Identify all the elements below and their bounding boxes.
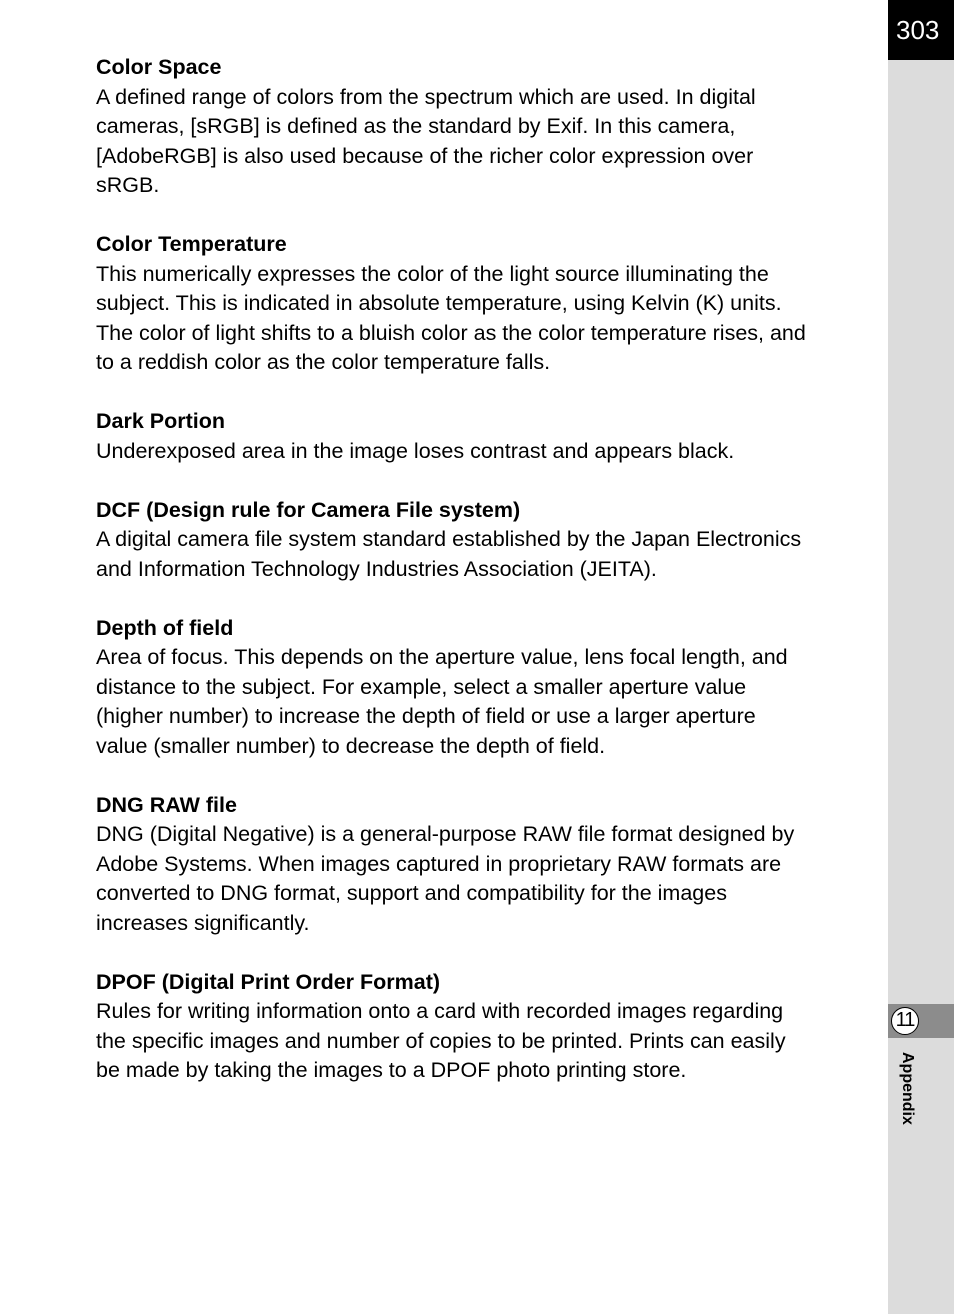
- glossary-definition-line: distance to the subject. For example, select a smaller aperture value: [96, 674, 747, 699]
- glossary-definition-line: [AdobeRGB] is also used because of the richer color expression over: [96, 143, 754, 168]
- glossary-term: DNG RAW file: [96, 792, 237, 817]
- glossary-entry-dcf: [96, 496, 866, 585]
- glossary-definition-line: Adobe Systems. When images captured in proprietary RAW formats are: [96, 851, 782, 876]
- glossary-definition-line: be made by taking the images to a DPOF photo printing store.: [96, 1058, 687, 1082]
- glossary-definition-line: to a reddish color as the color temperature falls.: [96, 350, 551, 374]
- glossary-definition-line: (higher number) to increase the depth of field or use a larger aperture: [96, 704, 756, 728]
- glossary-definition-line: the specific images and number of copies to be printed. Prints can easily: [96, 1028, 786, 1053]
- glossary-definition-line: value (smaller number) to decrease the depth of field.: [96, 733, 606, 758]
- glossary-definition-line: increases significantly.: [96, 910, 310, 935]
- glossary-definition-line: A digital camera file system standard established by the Japan Electronics: [96, 527, 802, 551]
- glossary-definition-line: cameras, [sRGB] is defined as the standard by Exif. In this camera,: [96, 114, 736, 138]
- glossary-entry-dng-raw-file: [96, 791, 866, 939]
- chapter-number: 11: [891, 1007, 919, 1035]
- glossary-entry-depth-of-field: [96, 614, 866, 762]
- page-number: 303: [888, 0, 954, 60]
- glossary-term: Depth of field: [96, 615, 234, 640]
- glossary-entry-color-temperature: [96, 230, 866, 378]
- glossary-term: DCF (Design rule for Camera File system): [96, 497, 521, 522]
- chapter-label: Appendix: [899, 1052, 916, 1125]
- glossary-entry-color-space: [96, 53, 866, 201]
- glossary-definition-line: subject. This is indicated in absolute temperature, using Kelvin (K) units.: [96, 291, 782, 315]
- glossary-term: Color Space: [96, 55, 222, 79]
- glossary-definition-line: The color of light shifts to a bluish color as the color temperature rises, and: [96, 320, 806, 345]
- glossary-definition-line: This numerically expresses the color of the light source illuminating the: [96, 261, 769, 286]
- glossary-definition-line: Area of focus. This depends on the aperture value, lens focal length, and: [96, 645, 788, 669]
- glossary-definition-line: converted to DNG format, support and compatibility for the images: [96, 881, 727, 905]
- glossary-definition-line: Underexposed area in the image loses contrast and appears black.: [96, 438, 735, 463]
- glossary-term: Color Temperature: [96, 232, 287, 256]
- glossary-definition-line: sRGB.: [96, 173, 160, 197]
- glossary-definition-line: A defined range of colors from the spectrum which are used. In digital: [96, 84, 756, 109]
- glossary-term: DPOF (Digital Print Order Format): [96, 969, 441, 994]
- glossary-definition-line: Rules for writing information onto a card with recorded images regarding: [96, 999, 784, 1023]
- glossary-content: [96, 53, 866, 1115]
- glossary-definition-line: and Information Technology Industries Association (JEITA).: [96, 556, 657, 581]
- glossary-entry-dark-portion: [96, 407, 866, 466]
- glossary-entry-dpof: [96, 968, 866, 1086]
- glossary-term: Dark Portion: [96, 409, 226, 433]
- glossary-definition-line: DNG (Digital Negative) is a general-purpose RAW file format designed by: [96, 822, 795, 846]
